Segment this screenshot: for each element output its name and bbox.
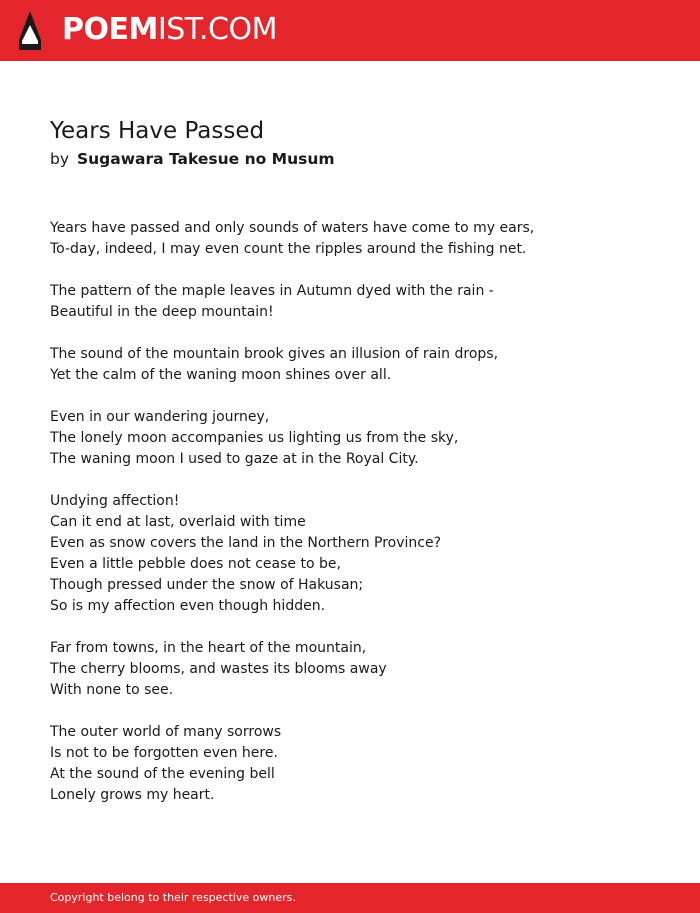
poem-line: At the sound of the evening bell	[50, 766, 275, 782]
poem-line: Beautiful in the deep mountain!	[50, 304, 274, 320]
poem-stanza	[50, 218, 650, 260]
poem-line: Though pressed under the snow of Hakusan;	[50, 577, 364, 593]
poem-line: The cherry blooms, and wastes its blooms away	[50, 661, 387, 677]
poem-line: Years have passed and only sounds of waters have come to my ears,	[50, 220, 535, 236]
poem-stanza	[50, 722, 650, 806]
poem-stanza	[50, 281, 650, 323]
poem-line: Lonely grows my heart.	[50, 787, 215, 803]
poem-line: Undying affection!	[50, 493, 180, 509]
site-footer	[0, 883, 700, 913]
poem-line: The waning moon I used to gaze at in the Royal City.	[50, 451, 419, 467]
site-logo[interactable]	[62, 12, 277, 48]
poem-body	[50, 218, 650, 827]
logo-text-bold: POEM	[62, 12, 158, 47]
poem-title: Years Have Passed	[50, 118, 265, 144]
poem-line: The sound of the mountain brook gives an illusion of rain drops,	[50, 346, 499, 362]
poem-line: Even a little pebble does not cease to be,	[50, 556, 341, 572]
poem-stanza	[50, 638, 650, 701]
poem-line: With none to see.	[50, 682, 174, 698]
pencil-tip-icon	[18, 10, 42, 51]
poem-line: Even as snow covers the land in the Northern Province?	[50, 535, 442, 551]
poem-line: Is not to be forgotten even here.	[50, 745, 278, 761]
poem-line: So is my affection even though hidden.	[50, 598, 326, 614]
by-label: by	[50, 150, 70, 168]
poem-author: Sugawara Takesue no Musum	[76, 150, 335, 168]
poem-line: To-day, indeed, I may even count the ripples around the fishing net.	[50, 241, 527, 257]
poem-line: The pattern of the maple leaves in Autumn dyed with the rain -	[50, 283, 494, 299]
logo-text-light: IST.COM	[157, 12, 277, 47]
poem-stanza	[50, 344, 650, 386]
site-header	[0, 0, 700, 61]
poem-byline	[50, 148, 335, 170]
poem-stanza	[50, 407, 650, 470]
poem-line: The lonely moon accompanies us lighting us from the sky,	[50, 430, 459, 446]
poem-line: Even in our wandering journey,	[50, 409, 270, 425]
poem-stanza	[50, 491, 650, 617]
copyright-notice: Copyright belong to their respective owners.	[50, 891, 296, 904]
poem-line: Can it end at last, overlaid with time	[50, 514, 306, 530]
poem-line: Far from towns, in the heart of the mountain,	[50, 640, 367, 656]
poem-line: The outer world of many sorrows	[50, 724, 282, 740]
poem-line: Yet the calm of the waning moon shines over all.	[50, 367, 392, 383]
